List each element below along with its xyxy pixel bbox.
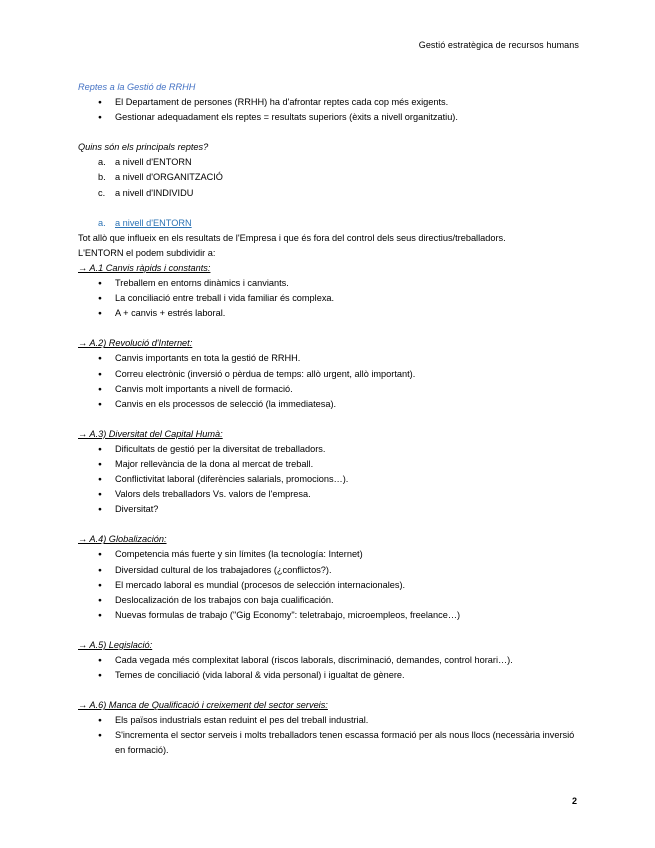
spacer — [78, 201, 583, 216]
entorn-description: L'ENTORN el podem subdividir a: — [78, 247, 216, 258]
spacer — [78, 683, 583, 698]
subsection-title: → A.2) Revolució d'Internet: — [78, 338, 193, 349]
spacer — [78, 623, 583, 638]
entorn-title-text: a nivell d'ENTORN — [115, 217, 192, 228]
entorn-description: Tot allò que influeix en els resultats de l'Empresa i que és fora del control dels seus directius/treballadors. — [78, 232, 506, 243]
subsection-bullet: ● El mercado laboral es mundial (procesos de selección internacionales). — [78, 578, 583, 593]
challenges-question: Quins són els principals reptes? — [78, 142, 209, 153]
subsection-bullet: ● A + canvis + estrés laboral. — [78, 306, 583, 321]
spacer — [78, 125, 583, 140]
challenge-item — [78, 170, 583, 185]
subsection-title: → A.4) Globalización: — [78, 534, 167, 545]
subsection-bullet: ● Treballem en entorns dinàmics i canviants. — [78, 276, 583, 291]
intro-bullet: ● El Departament de persones (RRHH) ha d'afrontar reptes cada cop més exigents. — [78, 95, 583, 110]
subsection-bullet: ● Canvis molt importants a nivell de formació. — [78, 382, 583, 397]
subsection-bullet: ● Deslocalización de los trabajos con baja cualificación. — [78, 593, 583, 608]
intro-bullet: ● Gestionar adequadament els reptes = resultats superiors (èxits a nivell organitzatiu). — [78, 110, 583, 125]
challenge-item — [78, 155, 583, 170]
subsection-title: → A.1 Canvis ràpids i constants: — [78, 262, 211, 273]
subsection-bullet: ● Nuevas formulas de trabajo ("Gig Economy": teletrabajo, microempleos, freelance…) — [78, 608, 583, 623]
subsection-title: → A.5) Legislació: — [78, 639, 153, 650]
list-marker: a. — [98, 217, 106, 228]
subsection-bullet: ● Els països industrials estan reduint el pes del treball industrial. — [78, 713, 583, 728]
challenge-item-text: a nivell d'ENTORN — [115, 157, 192, 168]
subsection-bullet: ● Major rellevància de la dona al mercat de treball. — [78, 457, 583, 472]
list-marker: c. — [98, 187, 106, 198]
list-marker: b. — [98, 172, 106, 183]
subsection-bullet: ● Cada vegada més complexitat laboral (riscos laborals, discriminació, demandes, control horari…). — [78, 653, 583, 668]
subsection-bullet: ● Temes de conciliació (vida laboral & vida personal) i igualtat de gènere. — [78, 668, 583, 683]
challenge-item-text: a nivell d'ORGANITZACIÓ — [115, 172, 223, 183]
subsection-bullet: ● Diversitat? — [78, 502, 583, 517]
page-number: 2 — [572, 796, 578, 806]
subsection-bullet: ● S'incrementa el sector serveis i molts treballadors tenen escassa formació per als nous llocs (necessària inversió en formació). — [78, 728, 583, 758]
spacer — [78, 517, 583, 532]
subsection-bullet: ● Conflictivitat laboral (diferències salarials, promocions…). — [78, 472, 583, 487]
challenge-item-text: a nivell d'INDIVIDU — [115, 187, 194, 198]
spacer — [78, 321, 583, 336]
document-body — [78, 80, 583, 759]
subsection-title: → A.6) Manca de Qualificació i creixement del sector serveis: — [78, 700, 328, 711]
challenge-item — [78, 186, 583, 201]
subsection-bullet: ● Competencia más fuerte y sin límites (la tecnología: Internet) — [78, 547, 583, 562]
subsection-bullet: ● Canvis en els processos de selecció (la immediatesa). — [78, 397, 583, 412]
subsection-bullet: ● Diversidad cultural de los trabajadores (¿conflictos?). — [78, 563, 583, 578]
subsection-bullet: ● Correu electrònic (inversió o pèrdua de temps: allò urgent, allò important). — [78, 367, 583, 382]
spacer — [78, 412, 583, 427]
running-header: Gestió estratègica de recursos humans — [418, 40, 579, 50]
list-marker: a. — [98, 157, 106, 168]
subsection-bullet: ● Valors dels treballadors Vs. valors de l'empresa. — [78, 487, 583, 502]
intro-title: Reptes a la Gestió de RRHH — [78, 82, 196, 92]
entorn-section-title — [78, 216, 583, 231]
subsection-bullet: ● La conciliació entre treball i vida familiar és complexa. — [78, 291, 583, 306]
subsection-bullet: ● Canvis importants en tota la gestió de RRHH. — [78, 351, 583, 366]
subsection-title: → A.3) Diversitat del Capital Humà: — [78, 428, 223, 439]
subsection-bullet: ● Dificultats de gestió per la diversitat de treballadors. — [78, 442, 583, 457]
